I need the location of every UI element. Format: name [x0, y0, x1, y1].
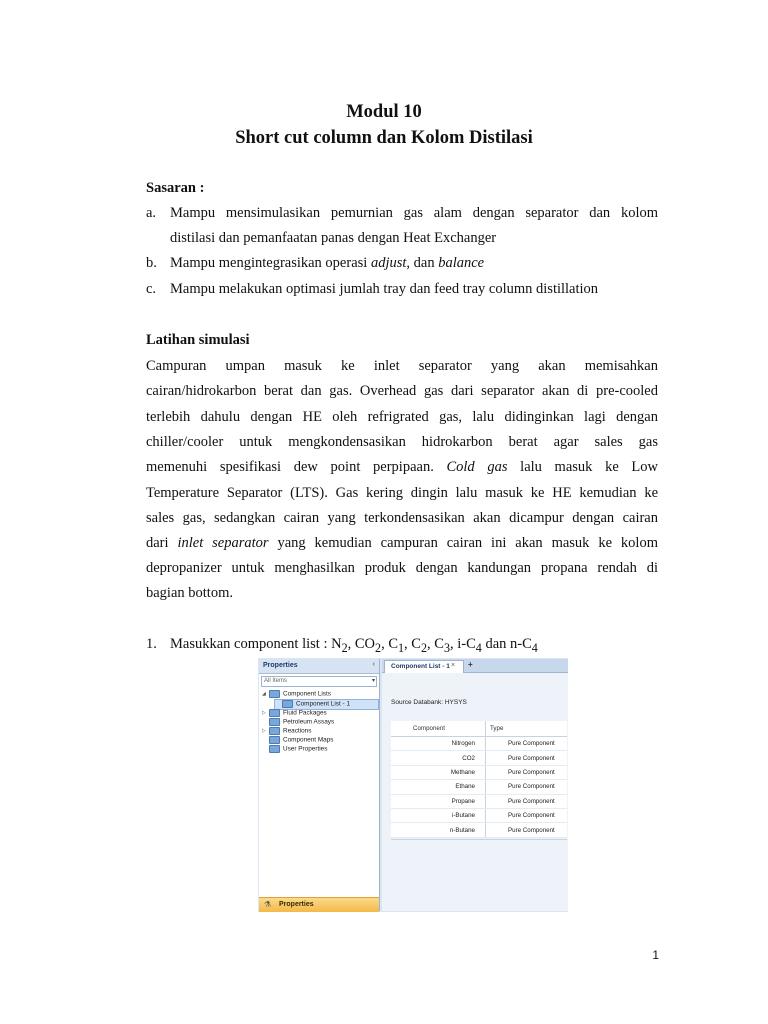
module-subtitle: Short cut column dan Kolom Distilasi [235, 128, 533, 148]
folder-icon [269, 745, 280, 753]
expander-icon[interactable]: ◢ [262, 691, 266, 697]
type-cell: Pure Component [486, 808, 568, 822]
column-header-type[interactable]: Type [486, 721, 568, 737]
sasaran-item-b: Mampu mengintegrasikan operasi adjust, dan balance [170, 255, 485, 271]
sasaran-item-c: Mampu melakukan optimasi jumlah tray dan feed tray column distillation [170, 281, 599, 297]
latihan-heading: Latihan simulasi [146, 332, 250, 348]
sasaran-heading: Sasaran : [146, 180, 205, 196]
hysys-screenshot [258, 658, 568, 912]
collapse-icon[interactable]: ‹ [372, 661, 375, 668]
folder-icon [269, 727, 280, 735]
table-row[interactable] [391, 765, 567, 779]
paragraph-line: depropanizer untuk menghasilkan produk dengan kandungan propana rendah di [146, 560, 658, 576]
source-databank-label: Source Databank: HYSYS [391, 699, 467, 706]
tree-item-reactions[interactable]: ▷ Reactions [262, 727, 312, 735]
table-row[interactable] [391, 737, 567, 751]
list-marker-c: c. [146, 281, 157, 297]
table-row[interactable] [391, 823, 567, 837]
table-header-row [391, 721, 567, 737]
properties-header-label: Properties [263, 662, 298, 669]
component-cell: CO2 [391, 751, 486, 765]
tree-item-component-list-1[interactable]: Component List - 1 [274, 699, 379, 710]
step-1-text: Masukkan component list : $N_2$, $CO_2$, $C_1$, $C_2$, $C_3$, $i-C_4$ dan $n-C_4$ [170, 636, 538, 655]
expander-icon[interactable]: ▷ [262, 710, 266, 716]
page-number: 1 [652, 948, 659, 962]
dropdown-arrow-icon[interactable]: ▾ [371, 678, 375, 684]
component-cell: Ethane [391, 780, 486, 794]
list-marker-a: a. [146, 205, 157, 221]
divider [391, 839, 567, 840]
column-header-component[interactable]: Component [391, 721, 486, 737]
component-cell: Methane [391, 765, 486, 779]
type-cell: Pure Component [486, 823, 568, 837]
properties-header [259, 659, 379, 674]
step-marker-1: 1. [146, 636, 157, 652]
list-icon [282, 700, 293, 708]
folder-icon [269, 718, 280, 726]
folder-icon [269, 736, 280, 744]
module-title: Modul 10 [346, 102, 422, 122]
properties-footer-button[interactable] [259, 897, 379, 912]
type-cell: Pure Component [486, 794, 568, 808]
folder-icon [269, 709, 280, 717]
type-cell: Pure Component [486, 780, 568, 794]
type-cell: Pure Component [486, 751, 568, 765]
tree-item-component-maps[interactable]: Component Maps [262, 736, 333, 745]
type-cell: Pure Component [486, 737, 568, 751]
properties-footer-label: Properties [279, 901, 314, 908]
paragraph-line: memenuhi spesifikasi dew point perpipaan. Cold gas lalu masuk ke Low [146, 459, 659, 475]
sasaran-item-a-line2: distilasi dan pemanfaatan panas dengan Heat Exchanger [170, 230, 497, 246]
tab-strip [382, 659, 568, 673]
list-marker-b: b. [146, 255, 157, 271]
flask-icon: ⚗ [264, 900, 272, 909]
tab-component-list-1[interactable] [384, 660, 464, 673]
component-table [391, 721, 567, 838]
properties-panel [259, 659, 380, 911]
add-tab-icon[interactable]: + [468, 660, 473, 669]
component-list-view [382, 659, 568, 911]
component-cell: Propane [391, 794, 486, 808]
table-row[interactable] [391, 794, 567, 808]
tree-item-component-lists[interactable]: ◢ Component Lists [262, 690, 331, 698]
table-row[interactable] [391, 780, 567, 794]
paragraph-line: cairan/hidrokarbon berat dan gas. Overhead gas dari separator akan di pre-cooled [146, 383, 658, 399]
type-cell: Pure Component [486, 765, 568, 779]
paragraph-line: terlebih dahulu dengan HE oleh refrigrated gas, lalu didinginkan lagi dengan [146, 409, 658, 425]
component-cell: i-Butane [391, 808, 486, 822]
filter-dropdown[interactable] [261, 676, 377, 687]
sasaran-item-a-line1: Mampu mensimulasikan pemurnian gas alam dengan separator dan kolom [170, 205, 658, 221]
workarea [382, 673, 568, 911]
expander-icon[interactable]: ▷ [262, 728, 266, 734]
paragraph-line: Campuran umpan masuk ke inlet separator yang akan memisahkan [146, 358, 658, 374]
table-row[interactable] [391, 751, 567, 765]
close-icon[interactable]: × [451, 662, 456, 669]
component-cell: Nitrogen [391, 737, 486, 751]
paragraph-line: dari inlet separator yang kemudian campuran cairan ini akan masuk ke kolom [146, 535, 658, 551]
filter-value: All Items [264, 678, 288, 684]
folder-icon [269, 690, 280, 698]
paragraph-line: bagian bottom. [146, 585, 233, 601]
tree-item-petroleum-assays[interactable]: Petroleum Assays [262, 718, 334, 727]
component-cell: n-Butane [391, 823, 486, 837]
paragraph-line: sales gas, sedangkan cairan yang terkondensasikan akan dicampur dengan cairan [146, 510, 658, 526]
table-row[interactable] [391, 808, 567, 822]
paragraph-line: Temperature Separator (LTS). Gas kering dingin lalu masuk ke HE kemudian ke [146, 485, 658, 501]
tab-label: Component List - 1 [391, 663, 450, 670]
paragraph-line: chiller/cooler untuk mengkondensasikan hidrokarbon berat agar sales gas [146, 434, 658, 450]
tree-item-user-properties[interactable]: User Properties [262, 745, 327, 754]
tree-item-fluid-packages[interactable]: ▷ Fluid Packages [262, 709, 327, 717]
